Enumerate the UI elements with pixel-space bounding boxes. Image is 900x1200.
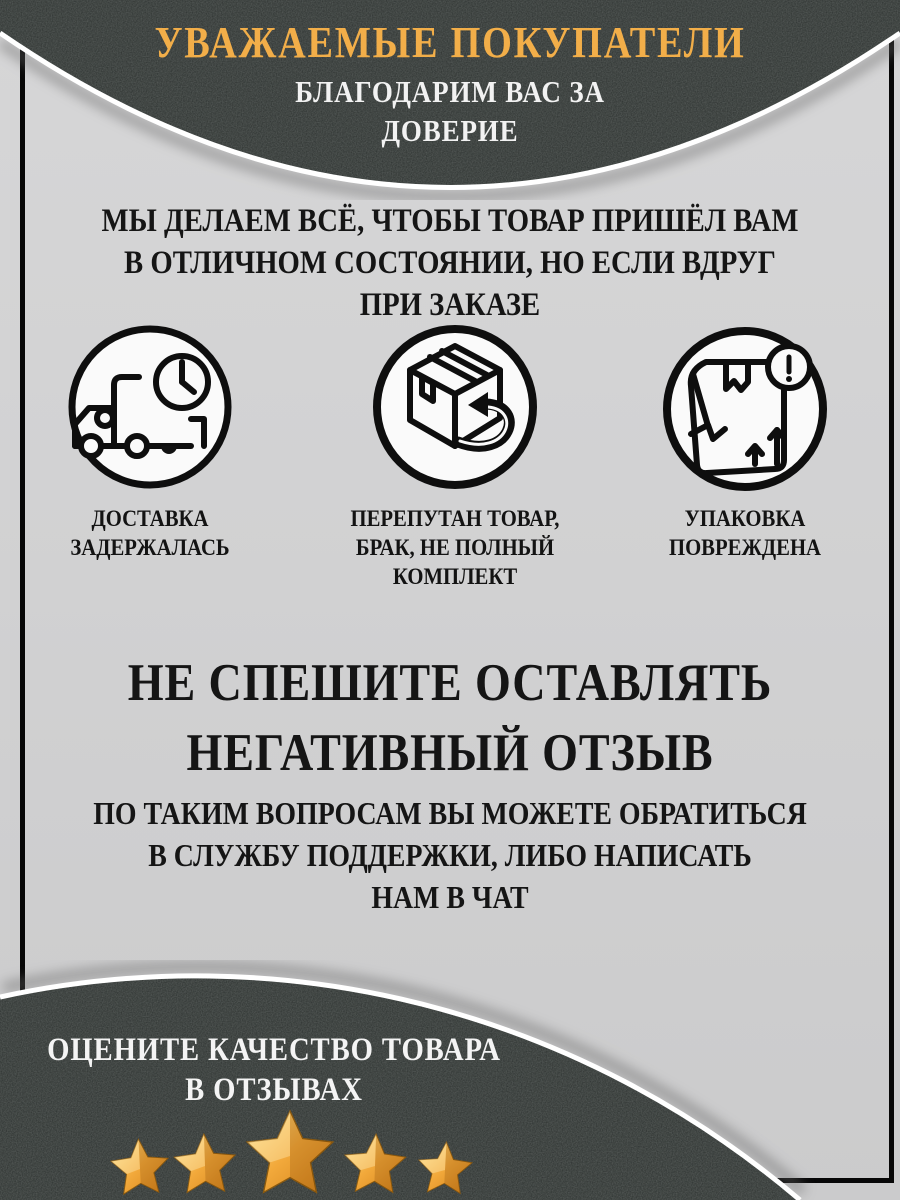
intro-text	[59, 200, 842, 326]
star-icon	[110, 1138, 170, 1195]
star-icon	[344, 1133, 407, 1193]
main-message-line1: НЕ СПЕШИТЕ ОСТАВЛЯТЬ	[127, 654, 773, 712]
footer-message-line2: В ОТЗЫВАХ	[185, 1072, 363, 1108]
star-icon	[417, 1141, 473, 1194]
intro-line2: В ОТЛИЧНОМ СОСТОЯНИИ, НО ЕСЛИ ВДРУГ	[124, 245, 776, 281]
header-subtitle-line1: БЛАГОДАРИМ ВАС ЗА	[295, 74, 605, 109]
issue2-label-line1: ПЕРЕПУТАН ТОВАР,	[350, 506, 560, 531]
intro-line1: МЫ ДЕЛАЕМ ВСЁ, ЧТОБЫ ТОВАР ПРИШЁЛ ВАМ	[101, 203, 799, 239]
issue-label	[15, 504, 285, 562]
star-icon	[247, 1111, 333, 1192]
issue3-label-line2: ПОВРЕЖДЕНА	[668, 535, 822, 560]
main-message	[59, 648, 842, 788]
header-subtitle-line2: ДОВЕРИЕ	[381, 113, 519, 148]
support-note-line1: ПО ТАКИМ ВОПРОСАМ ВЫ МОЖЕТЕ ОБРАТИТЬСЯ	[93, 795, 807, 831]
issue1-label-line1: ДОСТАВКА	[91, 506, 209, 531]
header-title: УВАЖАЕМЫЕ ПОКУПАТЕЛИ	[154, 18, 746, 67]
issue-damaged-packaging	[595, 322, 895, 562]
issue-label	[320, 504, 590, 591]
intro-line3: ПРИ ЗАКАЗЕ	[359, 287, 541, 323]
wrong-item-return-box-icon	[370, 322, 540, 492]
main-message-line2: НЕГАТИВНЫЙ ОТЗЫВ	[186, 724, 714, 782]
support-note-line2: В СЛУЖБУ ПОДДЕРЖКИ, ЛИБО НАПИСАТЬ	[148, 837, 752, 873]
issue3-label-line1: УПАКОВКА	[684, 506, 806, 531]
issue2-label-line3: КОМПЛЕКТ	[392, 564, 518, 589]
issue-wrong-item	[305, 322, 605, 591]
five-star-rating-icon	[100, 1102, 490, 1200]
delivery-delayed-truck-clock-icon	[65, 322, 235, 492]
issue-label	[610, 504, 880, 562]
support-note	[59, 792, 842, 918]
star-icon	[173, 1133, 236, 1193]
footer-message-line1: ОЦЕНИТЕ КАЧЕСТВО ТОВАРА	[47, 1032, 501, 1068]
footer-message	[36, 1030, 513, 1110]
issue1-label-line2: ЗАДЕРЖАЛАСЬ	[70, 535, 230, 560]
issue2-label-line2: БРАК, НЕ ПОЛНЫЙ	[355, 535, 555, 560]
issue-delivery-delayed	[0, 322, 300, 562]
header-subtitle	[59, 72, 842, 150]
damaged-package-icon	[660, 322, 830, 492]
support-note-line3: НАМ В ЧАТ	[371, 879, 529, 915]
